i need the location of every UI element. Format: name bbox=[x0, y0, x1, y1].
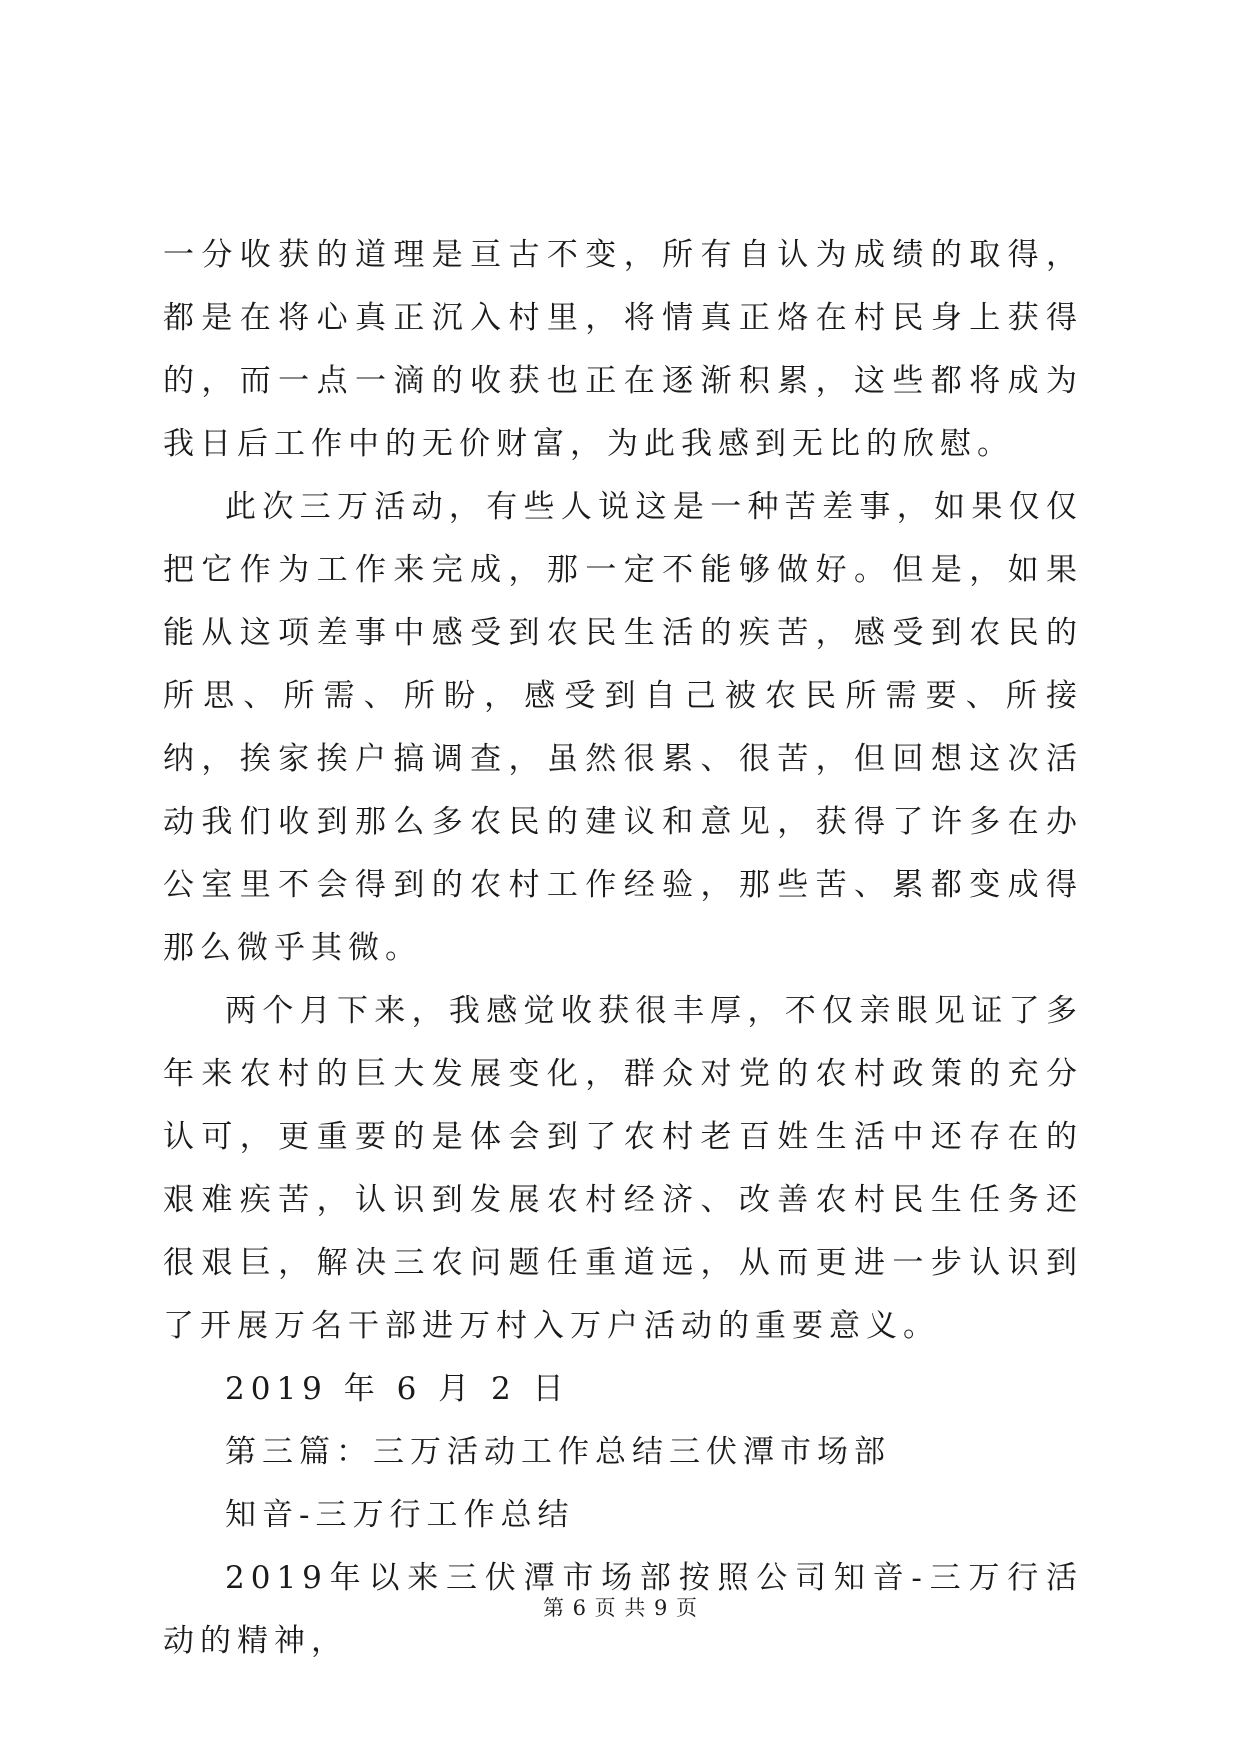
paragraph-market-department: 2019年以来三伏潭市场部按照公司知音-三万行活动的精神， bbox=[163, 1560, 1083, 1659]
page-number-footer: 第 6 页 共 9 页 bbox=[542, 1596, 699, 1620]
section-title: 第三篇：三万活动工作总结三伏潭市场部 bbox=[225, 1434, 891, 1470]
document-body bbox=[163, 224, 1083, 1673]
paragraph-two-months: 两个月下来，我感觉收获很丰厚，不仅亲眼见证了多年来农村的巨大发展变化，群众对党的农村政策的充分认可，更重要的是体会到了农村老百姓生活中还存在的艰难疾苦，认识到发展农村经济、改善农村民生任务还很艰巨，解决三农问题任重道远，从而更进一步认识到了开展万名干部进万村入万户活动的重要意义。 bbox=[163, 993, 1083, 1344]
document-date: 2019 年 6 月 2 日 bbox=[225, 1371, 570, 1407]
section-subtitle: 知音-三万行工作总结 bbox=[225, 1497, 575, 1533]
paragraph-harvest: 一分收获的道理是亘古不变，所有自认为成绩的取得，都是在将心真正沉入村里，将情真正烙在村民身上获得的，而一点一滴的收获也正在逐渐积累，这些都将成为我日后工作中的无价财富，为此我感到无比的欣慰。 bbox=[163, 237, 1083, 462]
paragraph-hard-work: 此次三万活动，有些人说这是一种苦差事，如果仅仅把它作为工作来完成，那一定不能够做好。但是，如果能从这项差事中感受到农民生活的疾苦，感受到农民的所思、所需、所盼，感受到自己被农民所需要、所接纳，挨家挨户搞调查，虽然很累、很苦，但回想这次活动我们收到那么多农民的建议和意见，获得了许多在办公室里不会得到的农村工作经验，那些苦、累都变成得那么微乎其微。 bbox=[163, 489, 1083, 966]
